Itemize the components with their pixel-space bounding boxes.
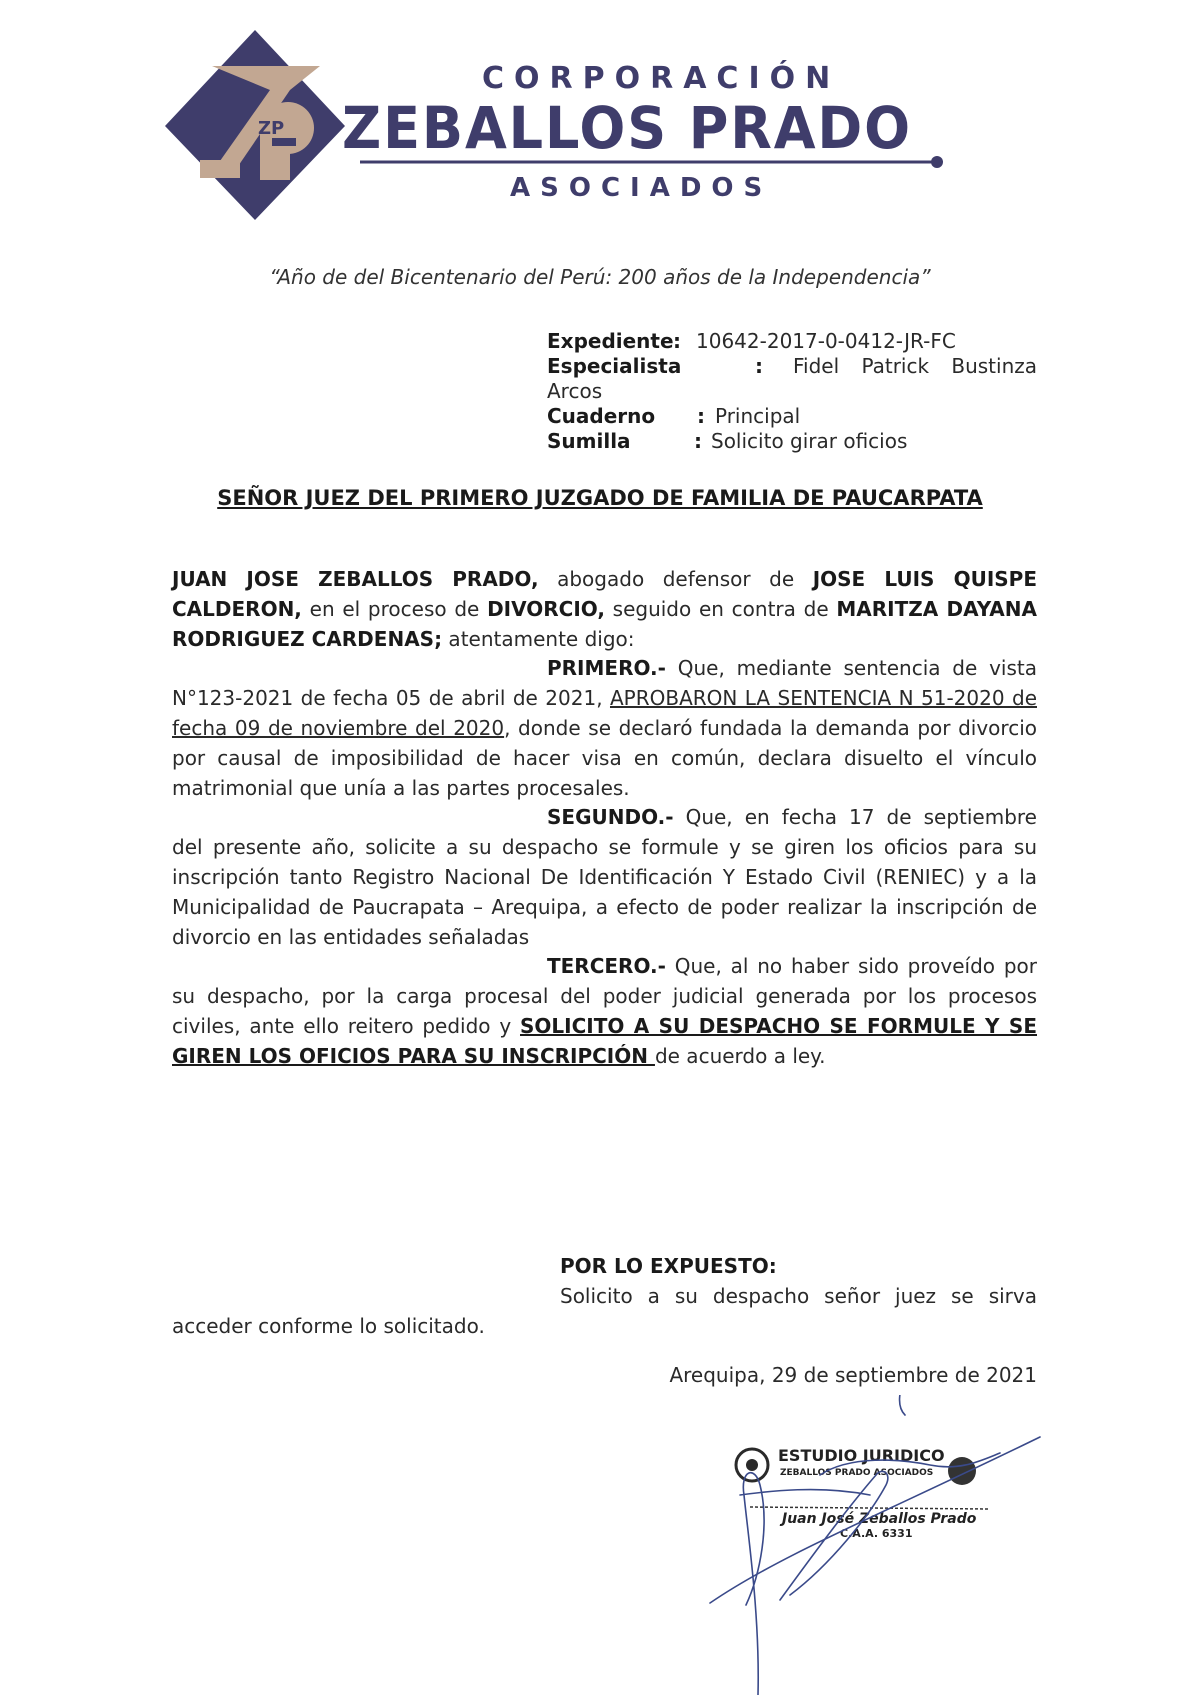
tercero-underlined: SOLICITO A SU DESPACHO SE FORMULE Y SE GIREN LOS OFICIOS PARA SU INSCRIPCIÓN <box>172 1013 1037 1068</box>
lawyer-name: JUAN JOSE ZEBALLOS PRADO, <box>172 567 539 591</box>
logo-line-asociados: ASOCIADOS <box>510 173 773 203</box>
closing-text: Solicito a su despacho señor juez se sirva acceder conforme lo solicitado. <box>172 1283 1037 1338</box>
cuaderno-label: Cuaderno <box>547 404 656 428</box>
signature-stamp <box>700 1395 1100 1695</box>
logo-monogram: ZP <box>258 118 285 139</box>
document-title: SEÑOR JUEZ DEL PRIMERO JUZGADO DE FAMILIA DE PAUCARPATA <box>217 486 983 510</box>
intro-paragraph <box>172 565 1037 654</box>
document-body <box>172 565 1037 1072</box>
logo-emblem <box>165 30 345 220</box>
logo-line-zeballos-prado: ZEBALLOS PRADO <box>342 94 912 162</box>
segundo-label: SEGUNDO.- <box>547 805 674 830</box>
especialista-separator: : <box>755 354 763 378</box>
tercero-text-1: Que, al no haber sido proveído por su despacho, por la carga procesal del poder judicial generada por los procesos civiles, ante ello reitero pedido y <box>172 954 1037 1038</box>
especialista-row <box>547 354 1037 379</box>
sumilla-value: Solicito girar oficios <box>711 429 908 453</box>
primero-label: PRIMERO.- <box>547 656 666 681</box>
primero-underlined: APROBARON LA SENTENCIA N 51-2020 de fecha 09 de noviembre del 2020 <box>172 686 1037 740</box>
logo-line-corporacion: CORPORACIÓN <box>482 61 841 96</box>
sumilla-separator: : <box>694 429 702 453</box>
stamp-seal-icon <box>736 1449 768 1481</box>
especialista-row-cont <box>547 379 1037 404</box>
sumilla-label: Sumilla <box>547 429 631 453</box>
stamp-line2: ZEBALLOS PRADO ASOCIADOS <box>780 1468 934 1478</box>
intro-text-1: abogado defensor de <box>538 567 813 591</box>
expediente-value: 10642-2017-0-0412-JR-FC <box>696 329 956 353</box>
stamp-caa: C.A.A. 6331 <box>840 1527 913 1540</box>
expediente-row <box>547 329 1037 354</box>
company-logo <box>160 28 1040 228</box>
intro-text-4: atentamente digo: <box>442 626 635 651</box>
stamp-line1: ESTUDIO JURIDICO <box>778 1446 945 1465</box>
place-date: Arequipa, 29 de septiembre de 2021 <box>669 1363 1037 1387</box>
expediente-separator: : <box>673 329 681 353</box>
tercero-label: TERCERO.- <box>547 954 666 979</box>
process-type: DIVORCIO, <box>487 596 605 621</box>
cuaderno-separator: : <box>697 404 705 428</box>
client-name: JOSE LUIS QUISPE CALDERON, <box>172 567 1037 621</box>
especialista-value: Fidel Patrick Bustinza <box>793 354 1037 378</box>
stamp-emblem-icon <box>948 1457 976 1485</box>
stamp-name: Juan José Zeballos Prado <box>782 1511 977 1527</box>
cuaderno-row <box>547 404 1037 429</box>
sumilla-row <box>547 429 1037 454</box>
segundo-text-1: Que, en fecha 17 de septiembre del presente año, solicite a su despacho se formule y se giren los oficios para su inscripción tanto Registro Nacional De Identificación Y Estado Civil (RENIEC) y a la Municipalidad de Paucrapata – Arequipa, a efecto de poder realizar la inscripción de divorcio en las entidades señaladas <box>172 805 1037 949</box>
year-motto: “Año de del Bicentenario del Perú: 200 años de la Independencia” <box>269 265 931 289</box>
expediente-label: Expediente <box>547 329 674 353</box>
opponent-name: MARITZA DAYANA RODRIGUEZ CARDENAS; <box>172 596 1037 651</box>
especialista-value-cont: Arcos <box>547 379 603 403</box>
case-metadata <box>547 329 1037 454</box>
handwritten-signature <box>710 1395 1040 1695</box>
primero-paragraph <box>172 654 1037 803</box>
tercero-paragraph <box>172 952 1037 1071</box>
cuaderno-value: Principal <box>715 404 801 428</box>
intro-text-3: seguido en contra de <box>604 596 837 621</box>
closing-heading: POR LO EXPUESTO: <box>560 1254 777 1278</box>
especialista-label: Especialista <box>547 354 682 378</box>
segundo-paragraph <box>172 803 1037 952</box>
primero-text-2: , donde se declaró fundada la demanda por divorcio por causal de imposibilidad de hacer visa en común, declara disuelto el vínculo matrimonial que unía a las partes procesales. <box>172 715 1037 800</box>
tercero-text-2: de acuerdo a ley. <box>654 1043 826 1068</box>
closing-block <box>172 1252 1037 1341</box>
primero-text-1: Que, mediante sentencia de vista N°123-2021 de fecha 05 de abril de 2021, <box>172 656 1037 711</box>
intro-text-2: en el proceso de <box>301 596 488 621</box>
